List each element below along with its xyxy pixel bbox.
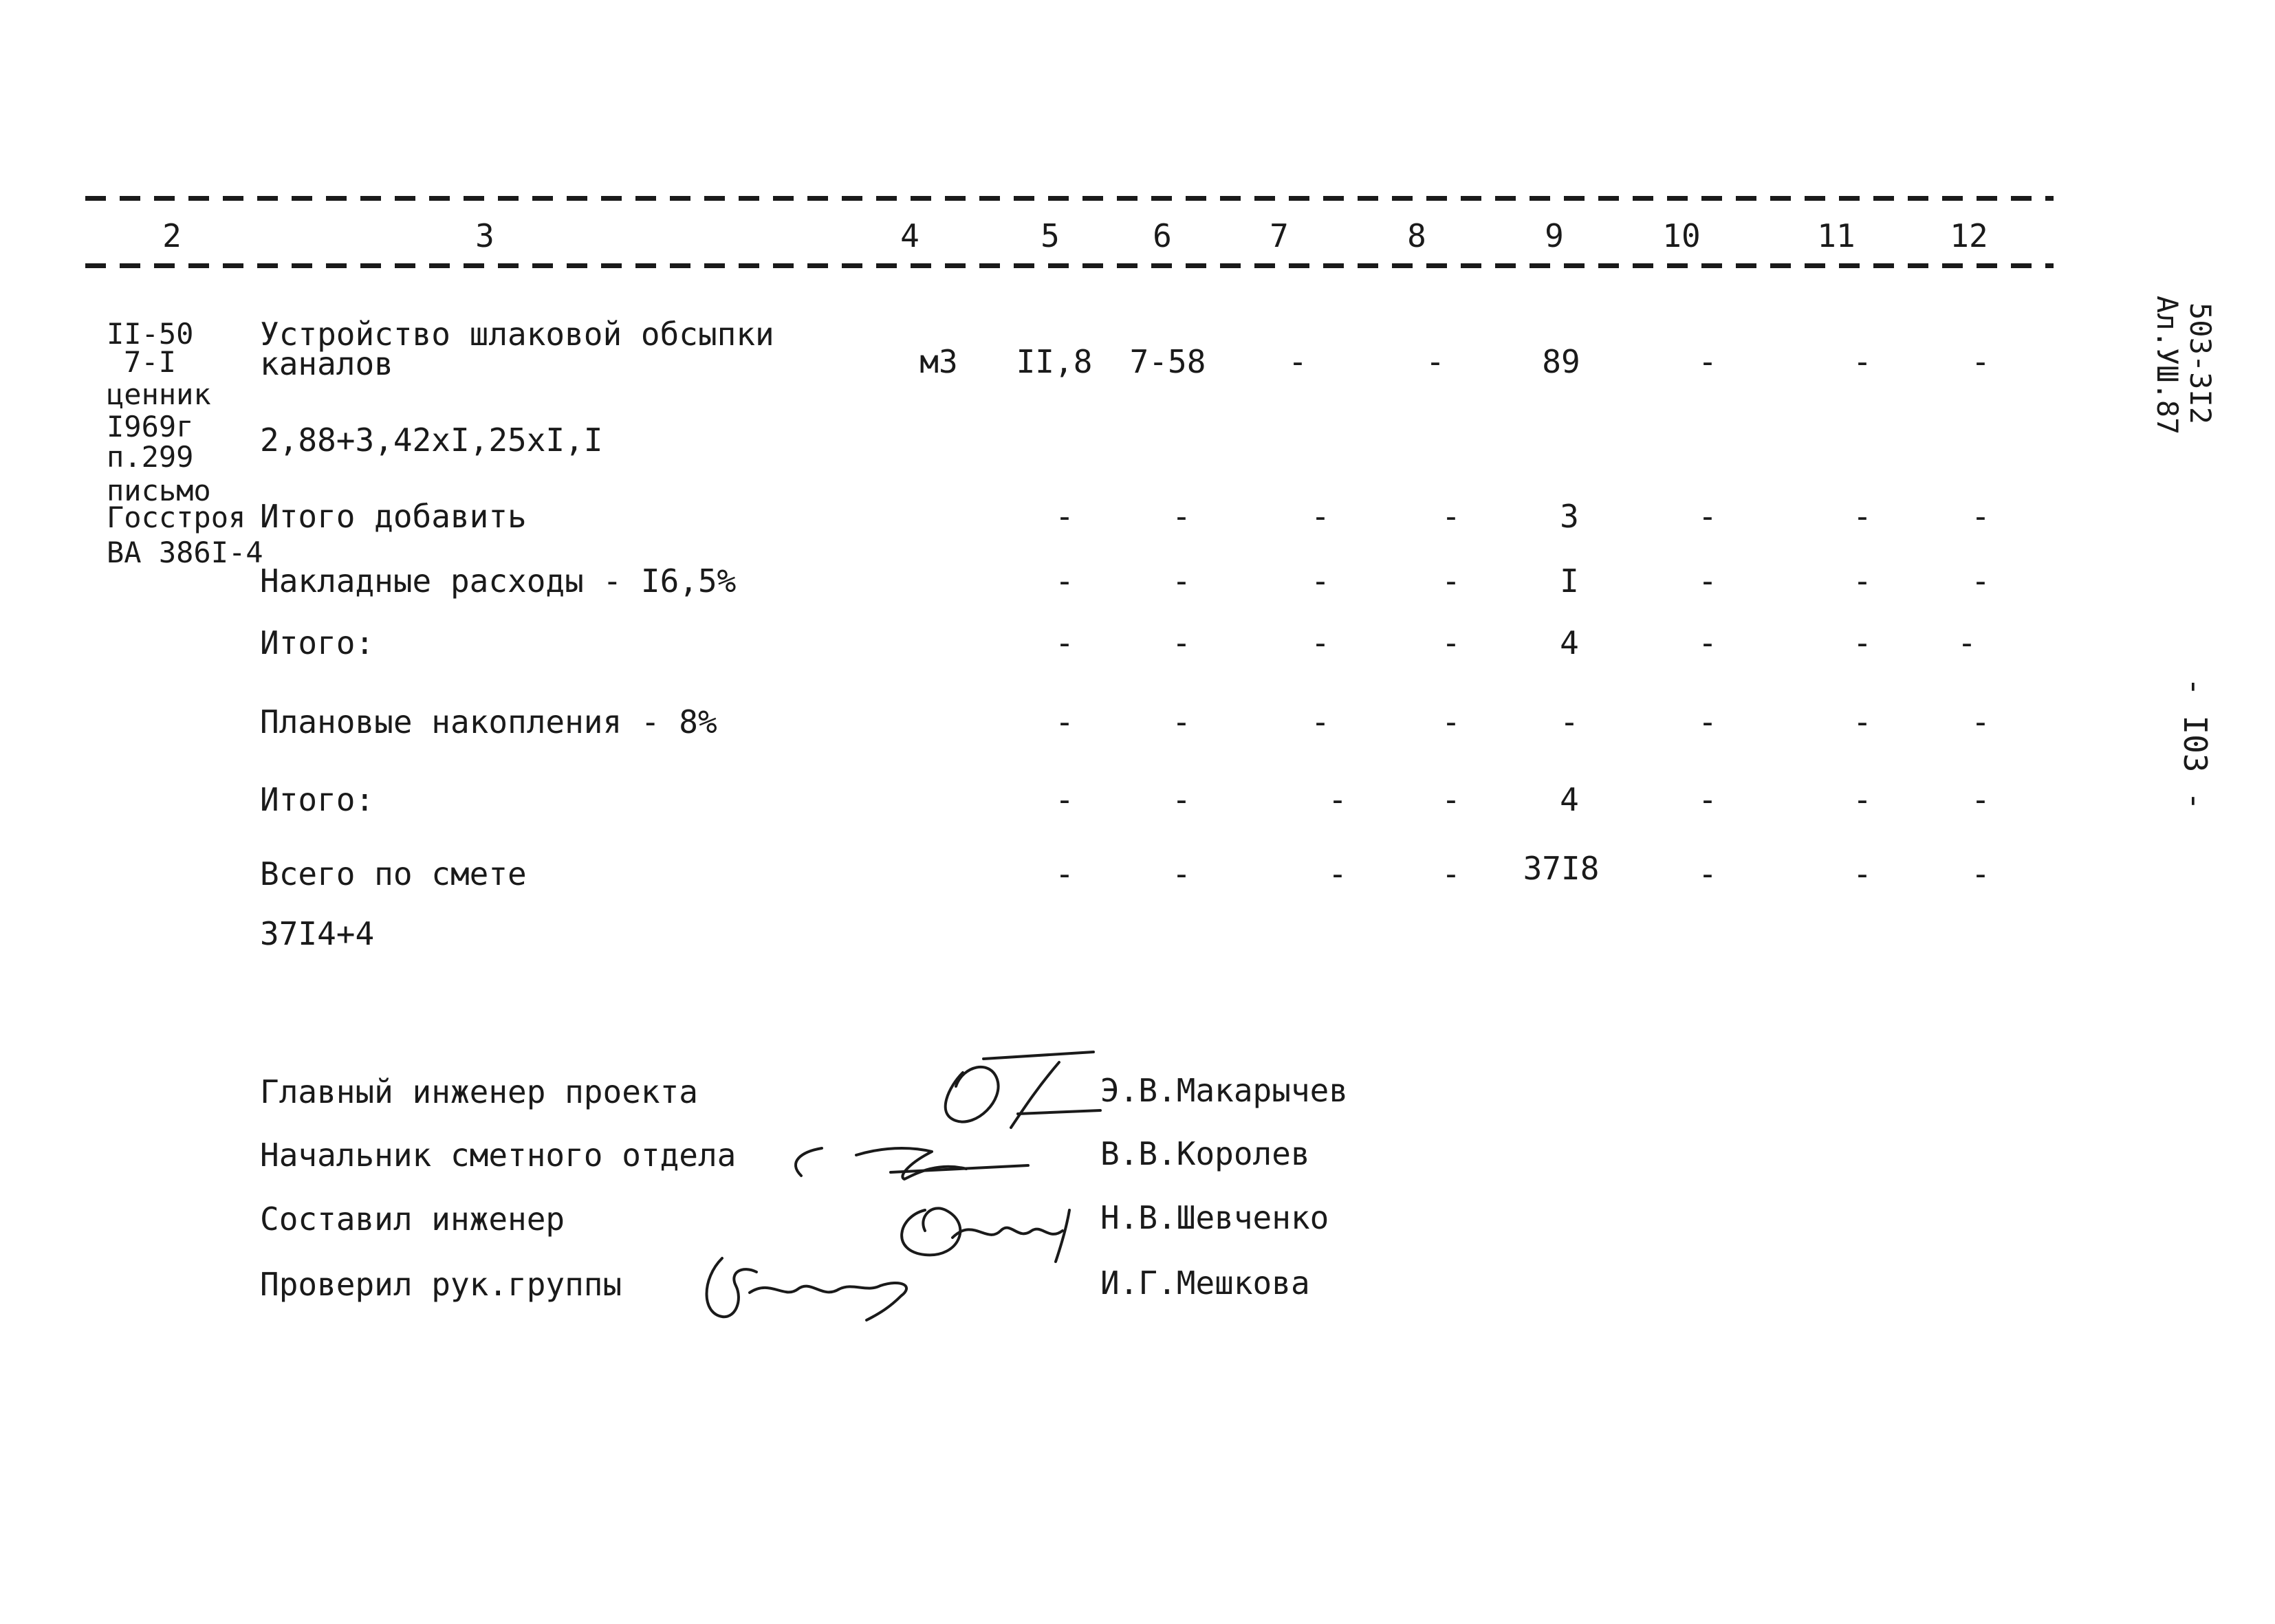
row-col8: - [1441, 703, 1461, 740]
reference-line: письмо [107, 474, 211, 507]
column-header-4: 4 [900, 217, 919, 254]
row-col10: - [1698, 855, 1717, 892]
column-header-2: 2 [162, 217, 182, 254]
document-code: 503-3I2 [2184, 303, 2217, 425]
column-header-5: 5 [1041, 217, 1060, 254]
row-col6: - [1172, 562, 1191, 600]
signature-name: Н.В.Шевченко [1100, 1199, 1329, 1236]
column-header-3: 3 [475, 217, 494, 254]
row-col11: - [1853, 781, 1872, 818]
row-col10: - [1698, 498, 1717, 535]
handwritten-signature-estimate-head [781, 1134, 1042, 1196]
signature-name: В.В.Королев [1100, 1135, 1310, 1172]
row-col9: 4 [1560, 781, 1579, 818]
item-col9: 89 [1542, 343, 1580, 380]
total-formula: 37I4+4 [260, 915, 375, 952]
page-number: - I03 - [2177, 677, 2214, 811]
reference-line: п.299 [107, 440, 194, 474]
row-col7: - [1328, 855, 1347, 892]
item-col7: - [1288, 343, 1307, 380]
reference-line: Госстроя [107, 501, 246, 534]
row-col9: 4 [1560, 624, 1579, 661]
row-col12: - [1971, 855, 1990, 892]
row-col11: - [1853, 498, 1872, 535]
signature-role: Проверил рук.группы [260, 1266, 622, 1303]
row-col5: - [1055, 781, 1074, 818]
item-quantity: II,8 [1016, 343, 1093, 380]
row-col7: - [1328, 781, 1347, 818]
signature-role: Начальник сметного отдела [260, 1137, 737, 1174]
column-header-8: 8 [1407, 217, 1426, 254]
signature-role: Составил инженер [260, 1200, 565, 1238]
reference-line: 7-I [124, 345, 176, 379]
item-col11: - [1853, 343, 1872, 380]
row-col10: - [1698, 562, 1717, 600]
row-col6: - [1172, 624, 1191, 661]
item-col10: - [1698, 343, 1717, 380]
row-col5: - [1055, 498, 1074, 535]
row-col7: - [1311, 624, 1330, 661]
row-col8: - [1441, 562, 1461, 600]
header-top-rule [85, 196, 2054, 201]
row-col11: - [1853, 703, 1872, 740]
row-col9: 3 [1560, 498, 1579, 535]
handwritten-signature-chief-engineer [922, 1045, 1100, 1134]
signature-role: Главный инженер проекта [260, 1073, 698, 1110]
column-header-12: 12 [1950, 217, 1988, 254]
column-header-9: 9 [1545, 217, 1564, 254]
column-header-11: 11 [1817, 217, 1855, 254]
row-label: Всего по смете [260, 855, 527, 892]
item-formula: 2,88+3,42xI,25xI,I [260, 421, 603, 459]
row-col11: - [1853, 855, 1872, 892]
column-header-7: 7 [1270, 217, 1289, 254]
reference-line: ценник [107, 377, 211, 411]
item-col12: - [1971, 343, 1990, 380]
row-col6: - [1172, 781, 1191, 818]
signature-name: И.Г.Мешкова [1100, 1264, 1310, 1302]
row-col8: - [1441, 855, 1461, 892]
row-col12: - [1957, 624, 1977, 661]
row-col8: - [1441, 781, 1461, 818]
item-name-line1: Устройство шлаковой обсыпки [260, 316, 774, 353]
album-number: Ал.УШ.87 [2151, 296, 2184, 435]
item-unit: м3 [919, 343, 958, 380]
row-col9: - [1560, 703, 1579, 740]
row-col12: - [1971, 703, 1990, 740]
row-col6: - [1172, 855, 1191, 892]
row-col10: - [1698, 781, 1717, 818]
row-label: Итого: [260, 624, 375, 661]
reference-line: ВА 386I-4 [107, 536, 263, 569]
row-label: Итого: [260, 781, 375, 818]
row-col12: - [1971, 562, 1990, 600]
row-col10: - [1698, 624, 1717, 661]
row-col8: - [1441, 498, 1461, 535]
row-label: Накладные расходы - I6,5% [260, 562, 737, 600]
row-col12: - [1971, 498, 1990, 535]
row-col6: - [1172, 703, 1191, 740]
row-col10: - [1698, 703, 1717, 740]
row-col12: - [1971, 781, 1990, 818]
column-header-10: 10 [1662, 217, 1701, 254]
row-col5: - [1055, 624, 1074, 661]
row-col5: - [1055, 703, 1074, 740]
row-col8: - [1441, 624, 1461, 661]
row-col7: - [1311, 498, 1330, 535]
row-col5: - [1055, 855, 1074, 892]
column-header-6: 6 [1153, 217, 1172, 254]
item-name-line2: каналов [260, 345, 393, 382]
row-col7: - [1311, 562, 1330, 600]
row-col6: - [1172, 498, 1191, 535]
item-price: 7-58 [1129, 343, 1206, 380]
row-col11: - [1853, 562, 1872, 600]
row-col11: - [1853, 624, 1872, 661]
row-label: Плановые накопления - 8% [260, 703, 717, 740]
row-col7: - [1311, 703, 1330, 740]
reference-line: I969г [107, 410, 194, 443]
row-col9: 37I8 [1523, 850, 1600, 887]
header-bottom-rule [85, 263, 2054, 268]
handwritten-signature-checker [695, 1238, 922, 1327]
item-col8: - [1426, 343, 1445, 380]
row-col9: I [1560, 562, 1579, 600]
reference-line: II-50 [107, 317, 194, 351]
row-label: Итого добавить [260, 498, 527, 535]
signature-name: Э.В.Макарычев [1100, 1072, 1349, 1109]
row-col5: - [1055, 562, 1074, 600]
